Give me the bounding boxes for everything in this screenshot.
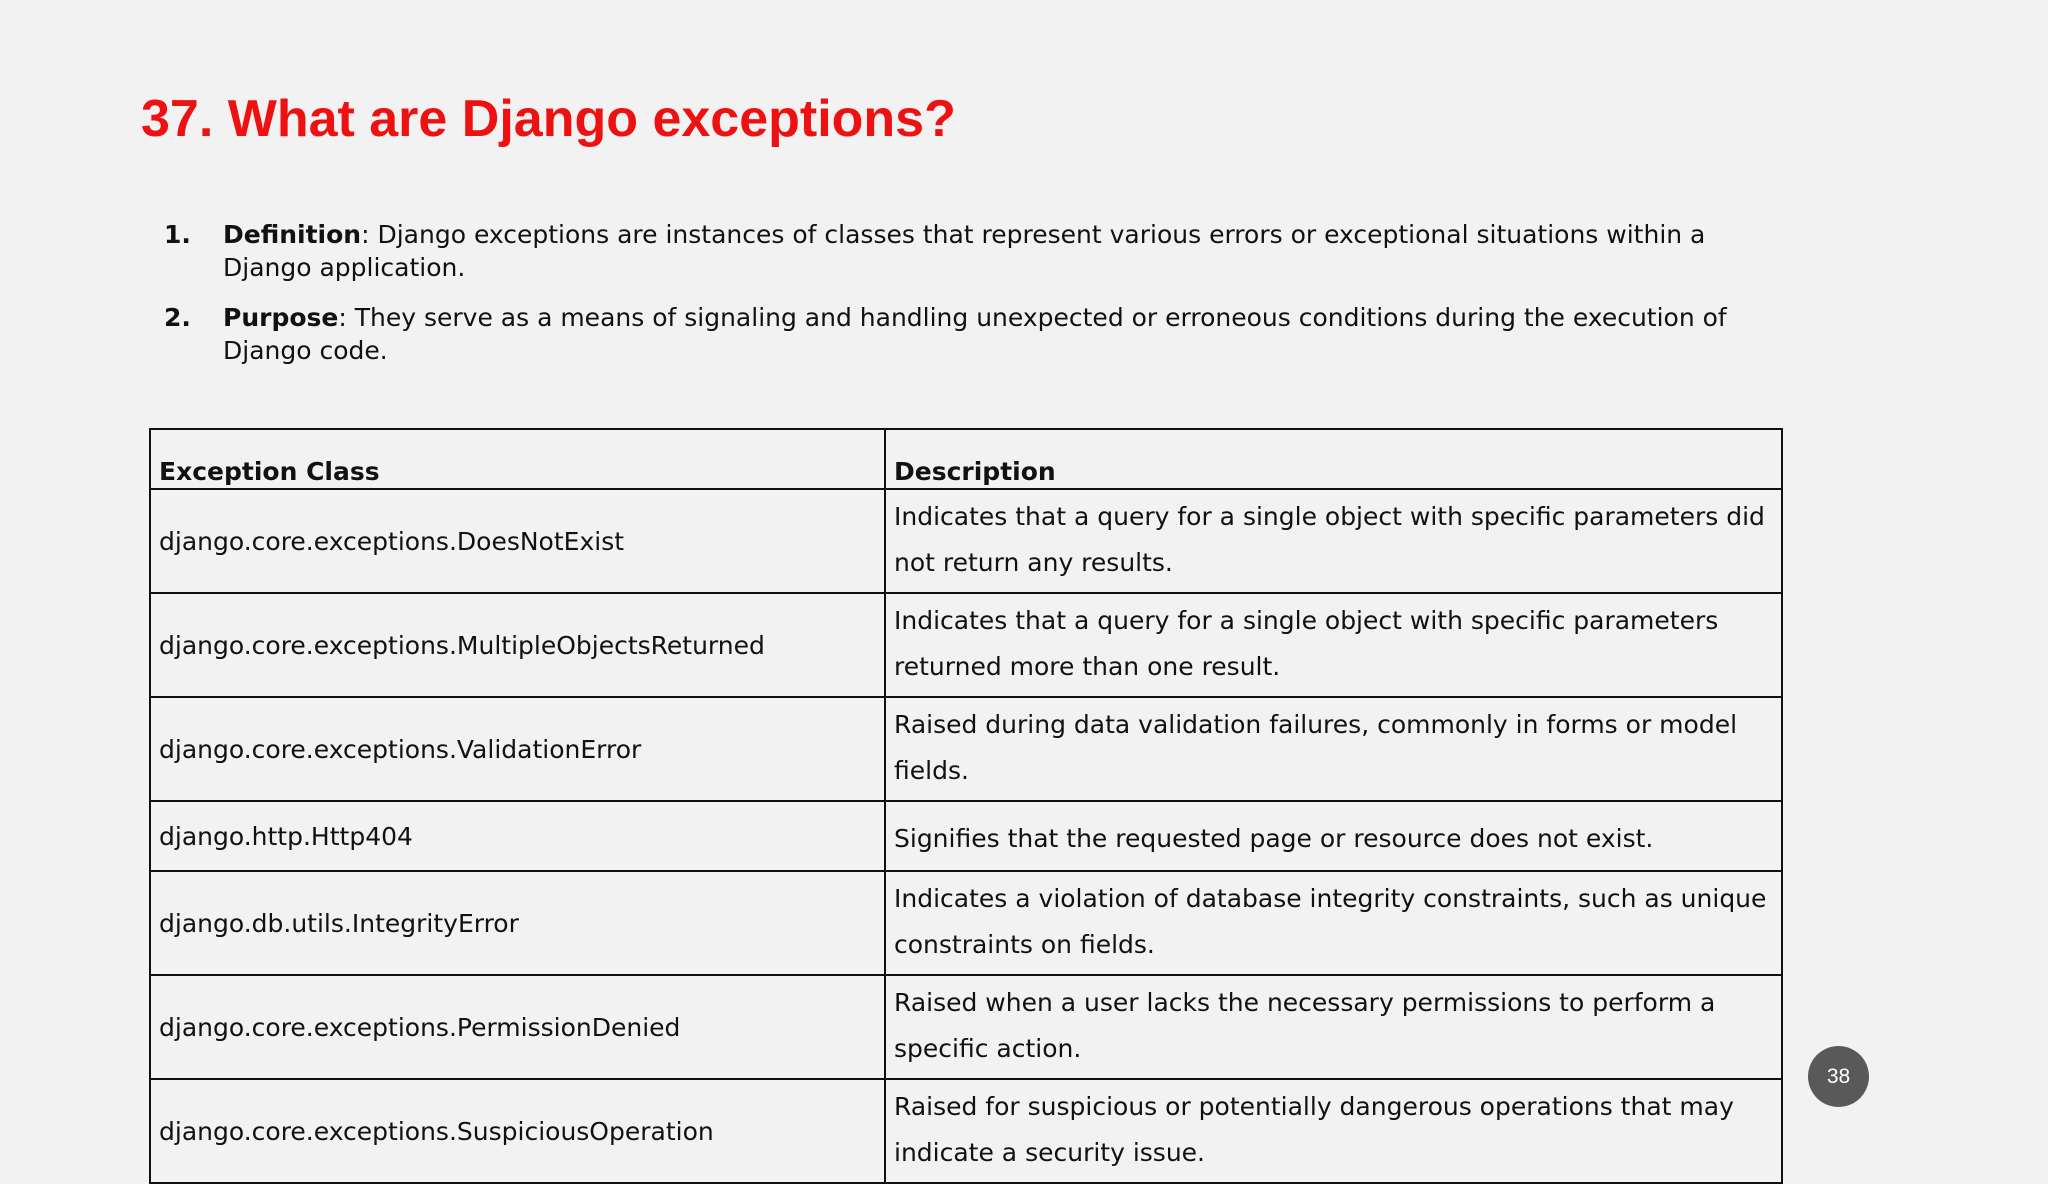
list-item-number: 2. bbox=[164, 303, 191, 332]
table-row bbox=[150, 801, 1782, 871]
table-row bbox=[150, 593, 1782, 697]
exception-class-cell: django.core.exceptions.MultipleObjectsReturned bbox=[150, 593, 885, 697]
description-cell: Raised when a user lacks the necessary permissions to perform a specific action. bbox=[885, 975, 1782, 1079]
description-cell: Indicates a violation of database integrity constraints, such as unique constraints on fields. bbox=[885, 871, 1782, 975]
list-item-number: 1. bbox=[164, 220, 191, 249]
description-cell: Indicates that a query for a single object with specific parameters returned more than one result. bbox=[885, 593, 1782, 697]
exception-class-cell: django.http.Http404 bbox=[150, 801, 885, 871]
description-cell: Signifies that the requested page or resource does not exist. bbox=[885, 801, 1782, 871]
page-number-badge: 38 bbox=[1808, 1046, 1869, 1107]
exception-class-cell: django.core.exceptions.PermissionDenied bbox=[150, 975, 885, 1079]
list-item-text: : They serve as a means of signaling and handling unexpected or erroneous conditions during the execution of Django code. bbox=[223, 303, 1727, 365]
description-cell: Indicates that a query for a single object with specific parameters did not return any results. bbox=[885, 489, 1782, 593]
table-row bbox=[150, 697, 1782, 801]
exception-class-cell: django.core.exceptions.SuspiciousOperation bbox=[150, 1079, 885, 1183]
list-item-term: Definition bbox=[223, 220, 362, 249]
list-item bbox=[164, 218, 1784, 284]
exception-class-cell: django.db.utils.IntegrityError bbox=[150, 871, 885, 975]
table-header-row bbox=[150, 429, 1782, 489]
list-item-term: Purpose bbox=[223, 303, 339, 332]
description-cell: Raised for suspicious or potentially dangerous operations that may indicate a security issue. bbox=[885, 1079, 1782, 1183]
exceptions-table bbox=[149, 428, 1783, 1184]
key-points-list bbox=[164, 218, 1784, 384]
table-row bbox=[150, 975, 1782, 1079]
header-description: Description bbox=[885, 429, 1782, 489]
exception-class-cell: django.core.exceptions.ValidationError bbox=[150, 697, 885, 801]
table-row bbox=[150, 871, 1782, 975]
list-item bbox=[164, 301, 1784, 367]
list-item-text: : Django exceptions are instances of classes that represent various errors or exceptional situations within a Django application. bbox=[223, 220, 1706, 282]
table-row bbox=[150, 1079, 1782, 1183]
description-cell: Raised during data validation failures, commonly in forms or model fields. bbox=[885, 697, 1782, 801]
slide-title: 37. What are Django exceptions? bbox=[141, 90, 956, 148]
table-row bbox=[150, 489, 1782, 593]
header-exception-class: Exception Class bbox=[150, 429, 885, 489]
exception-class-cell: django.core.exceptions.DoesNotExist bbox=[150, 489, 885, 593]
